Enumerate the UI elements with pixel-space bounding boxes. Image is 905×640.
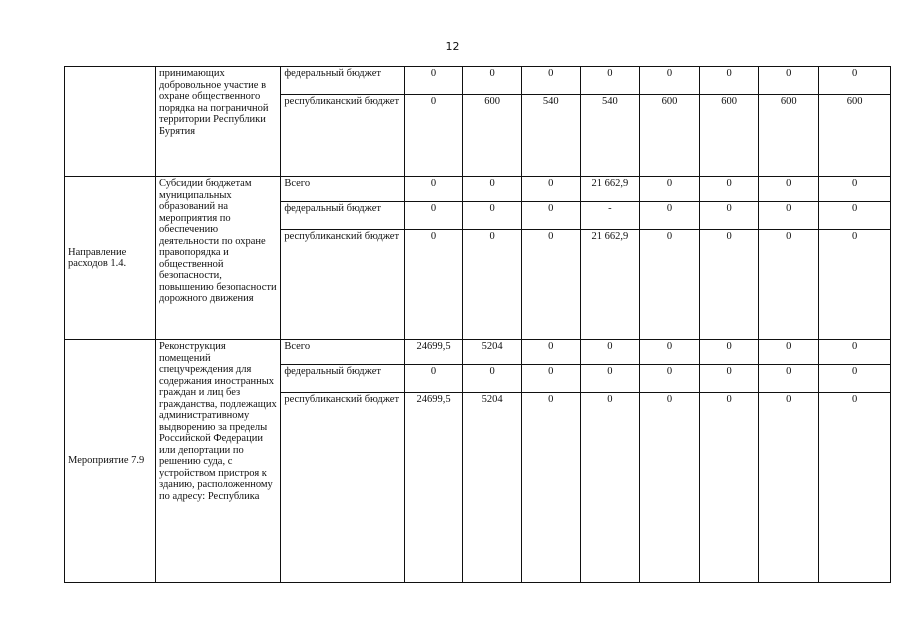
table-row: [65, 177, 891, 202]
value-cell: 5204: [463, 340, 522, 365]
value-cell: 0: [759, 393, 819, 583]
value-cell: 0: [640, 67, 700, 95]
value-cell: 0: [580, 340, 640, 365]
funding-source-cell: Всего: [281, 177, 404, 202]
value-cell: 0: [521, 340, 580, 365]
table-row: [65, 67, 891, 95]
table-body: [65, 67, 891, 583]
value-cell: 0: [463, 365, 522, 393]
value-cell: 0: [759, 177, 819, 202]
value-cell: 0: [819, 393, 891, 583]
value-cell: 0: [580, 365, 640, 393]
value-cell: 0: [404, 95, 463, 177]
value-cell: 5204: [463, 393, 522, 583]
value-cell: 0: [640, 177, 700, 202]
value-cell: 0: [521, 393, 580, 583]
funding-source-cell: Всего: [281, 340, 404, 365]
measure-name-cell: [65, 67, 156, 177]
measure-description-cell: принимающих добровольное участие в охране общественного порядка на пограничной территории Республики Бурятия: [155, 67, 280, 177]
value-cell: 0: [819, 230, 891, 340]
value-cell: 21 662,9: [580, 230, 640, 340]
value-cell: 0: [819, 340, 891, 365]
value-cell: 600: [699, 95, 759, 177]
table-row: [65, 340, 891, 365]
measure-name-cell: Направление расходов 1.4.: [65, 177, 156, 340]
value-cell: 0: [404, 230, 463, 340]
value-cell: 540: [521, 95, 580, 177]
value-cell: 0: [699, 365, 759, 393]
value-cell: 0: [404, 202, 463, 230]
value-cell: 0: [640, 202, 700, 230]
value-cell: 0: [404, 177, 463, 202]
value-cell: 0: [699, 230, 759, 340]
value-cell: 0: [404, 67, 463, 95]
value-cell: 0: [699, 177, 759, 202]
value-cell: 0: [640, 365, 700, 393]
value-cell: 0: [640, 340, 700, 365]
page-number: 12: [445, 40, 460, 53]
value-cell: 0: [521, 177, 580, 202]
value-cell: 540: [580, 95, 640, 177]
value-cell: 600: [759, 95, 819, 177]
value-cell: 0: [699, 393, 759, 583]
value-cell: 0: [521, 202, 580, 230]
value-cell: 24699,5: [404, 393, 463, 583]
budget-table: [64, 66, 891, 583]
value-cell: 24699,5: [404, 340, 463, 365]
value-cell: 0: [699, 67, 759, 95]
funding-source-cell: республиканский бюджет: [281, 393, 404, 583]
measure-name-cell: Мероприятие 7.9: [65, 340, 156, 583]
funding-source-cell: федеральный бюджет: [281, 67, 404, 95]
value-cell: 0: [819, 177, 891, 202]
value-cell: 0: [580, 393, 640, 583]
value-cell: 0: [521, 67, 580, 95]
funding-source-cell: республиканский бюджет: [281, 230, 404, 340]
value-cell: 0: [699, 340, 759, 365]
value-cell: 21 662,9: [580, 177, 640, 202]
value-cell: 0: [759, 67, 819, 95]
value-cell: 0: [819, 202, 891, 230]
value-cell: 0: [521, 230, 580, 340]
value-cell: 0: [759, 365, 819, 393]
value-cell: 0: [521, 365, 580, 393]
value-cell: 0: [404, 365, 463, 393]
value-cell: 0: [463, 177, 522, 202]
value-cell: 0: [640, 393, 700, 583]
value-cell: 0: [580, 67, 640, 95]
value-cell: 600: [463, 95, 522, 177]
value-cell: 0: [640, 230, 700, 340]
value-cell: 0: [759, 230, 819, 340]
value-cell: 0: [819, 365, 891, 393]
value-cell: 600: [640, 95, 700, 177]
value-cell: 0: [759, 340, 819, 365]
funding-source-cell: федеральный бюджет: [281, 365, 404, 393]
measure-description-cell: Реконструкция помещений спецучреждения для содержания иностранных граждан и лиц без гражданства, подлежащих административному выдворению за пределы Российской Федерации или депортации по решению суда, с устройством пристроя к зданию, расположенному по адресу: Республика: [155, 340, 280, 583]
measure-description-cell: Субсидии бюджетам муниципальных образований на мероприятия по обеспечению деятельности по охране правопорядка и общественной безопасности, повышению безопасности дорожного движения: [155, 177, 280, 340]
value-cell: 0: [819, 67, 891, 95]
value-cell: 600: [819, 95, 891, 177]
value-cell: 0: [463, 202, 522, 230]
value-cell: 0: [463, 67, 522, 95]
value-cell: 0: [759, 202, 819, 230]
value-cell: 0: [699, 202, 759, 230]
funding-source-cell: федеральный бюджет: [281, 202, 404, 230]
value-cell: -: [580, 202, 640, 230]
funding-source-cell: республиканский бюджет: [281, 95, 404, 177]
value-cell: 0: [463, 230, 522, 340]
